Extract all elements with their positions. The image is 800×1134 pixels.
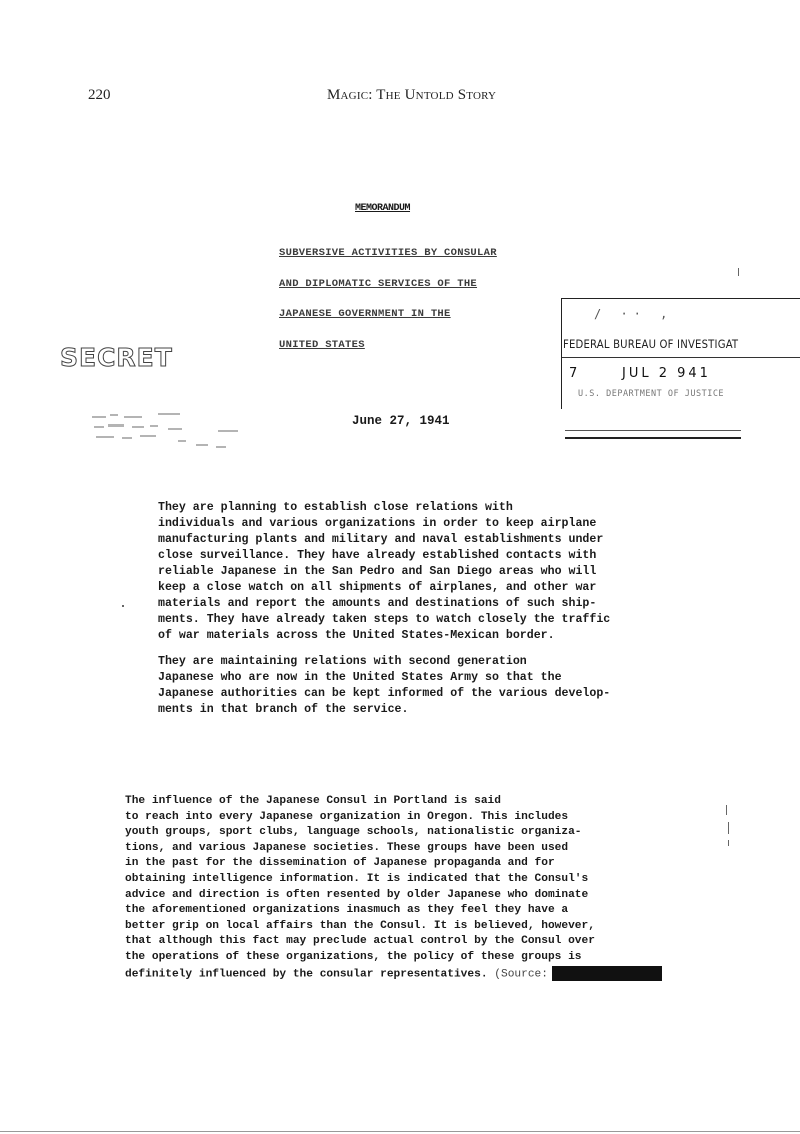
source-label: (Source:	[494, 967, 548, 980]
text-line: ments in that branch of the service.	[158, 703, 409, 716]
memo-subject-line: UNITED STATES	[279, 339, 365, 351]
text-line: They are planning to establish close relations with	[158, 501, 513, 514]
memo-subject-line: AND DIPLOMATIC SERVICES OF THE	[279, 278, 478, 290]
fbi-index-number: 7	[569, 366, 578, 381]
text-line: reliable Japanese in the San Pedro and San Diego areas who will	[158, 565, 597, 578]
text-line	[125, 966, 662, 982]
margin-mark	[728, 822, 729, 834]
stamp-divider	[562, 357, 800, 358]
text-line: obtaining intelligence information. It is indicated that the Consul's	[125, 872, 589, 885]
fbi-received-date: JUL 2 941	[622, 366, 711, 381]
text-line-content: definitely influenced by the consular representatives.	[125, 967, 488, 980]
memo-subject-line: SUBVERSIVE ACTIVITIES BY CONSULAR	[279, 247, 497, 259]
margin-mark	[738, 268, 739, 276]
text-line: in the past for the dissemination of Japanese propaganda and for	[125, 857, 555, 870]
paragraph-army-relations	[158, 654, 610, 718]
margin-mark	[122, 605, 124, 607]
text-line: the operations of these organizations, the policy of these groups is	[125, 950, 582, 963]
memo-subject-line: JAPANESE GOVERNMENT IN THE	[279, 308, 451, 320]
text-line: They are maintaining relations with second generation	[158, 655, 527, 668]
page-bottom-edge	[0, 1131, 800, 1132]
text-line: advice and direction is often resented by older Japanese who dominate	[125, 888, 589, 901]
illegible-stamp-marks	[88, 410, 248, 452]
running-title: Magic: The Untold Story	[327, 87, 497, 103]
fbi-received-stamp	[561, 298, 800, 409]
page-number: 220	[88, 87, 111, 103]
text-line: tions, and various Japanese societies. These groups have been used	[125, 841, 569, 854]
text-line: Japanese who are now in the United States Army so that the	[158, 671, 562, 684]
stamp-rule-thick	[565, 437, 741, 439]
text-line: manufacturing plants and military and naval establishments under	[158, 533, 604, 546]
secret-stamp: SECRET	[60, 343, 173, 372]
text-line: Japanese authorities can be kept informed of the various develop-	[158, 687, 611, 700]
memo-date: June 27, 1941	[352, 414, 450, 428]
text-line: to reach into every Japanese organization in Oregon. This includes	[125, 810, 569, 823]
memo-heading: MEMORANDUM	[355, 203, 411, 214]
text-line: individuals and various organizations in order to keep airplane	[158, 517, 597, 530]
text-line: materials and report the amounts and destinations of such ship-	[158, 597, 597, 610]
text-line: close surveillance. They have already established contacts with	[158, 549, 597, 562]
fbi-agency-name: FEDERAL BUREAU OF INVESTIGAT	[563, 338, 739, 351]
text-line: better grip on local affairs than the Consul. It is believed, however,	[125, 919, 595, 932]
text-line: The influence of the Japanese Consul in Portland is said	[125, 795, 501, 807]
text-line: keep a close watch on all shipments of airplanes, and other war	[158, 581, 597, 594]
text-line: ments. They have already taken steps to watch closely the traffic	[158, 613, 611, 626]
margin-mark	[728, 840, 729, 846]
text-line: of war materials across the United States-Mexican border.	[158, 629, 555, 642]
text-line: youth groups, sport clubs, language schools, nationalistic organiza-	[125, 826, 582, 839]
paragraph-portland-consul	[125, 794, 662, 981]
paragraph-surveillance	[158, 500, 610, 644]
text-line: that although this fact may preclude actual control by the Consul over	[125, 935, 595, 948]
redaction-bar	[552, 966, 662, 981]
margin-mark	[726, 805, 727, 815]
stamp-illegible-top: / ·· ,	[594, 307, 674, 321]
text-line: the aforementioned organizations inasmuch as they feel they have a	[125, 904, 569, 917]
fbi-department: U.S. DEPARTMENT OF JUSTICE	[578, 389, 725, 399]
stamp-rule	[565, 430, 741, 431]
